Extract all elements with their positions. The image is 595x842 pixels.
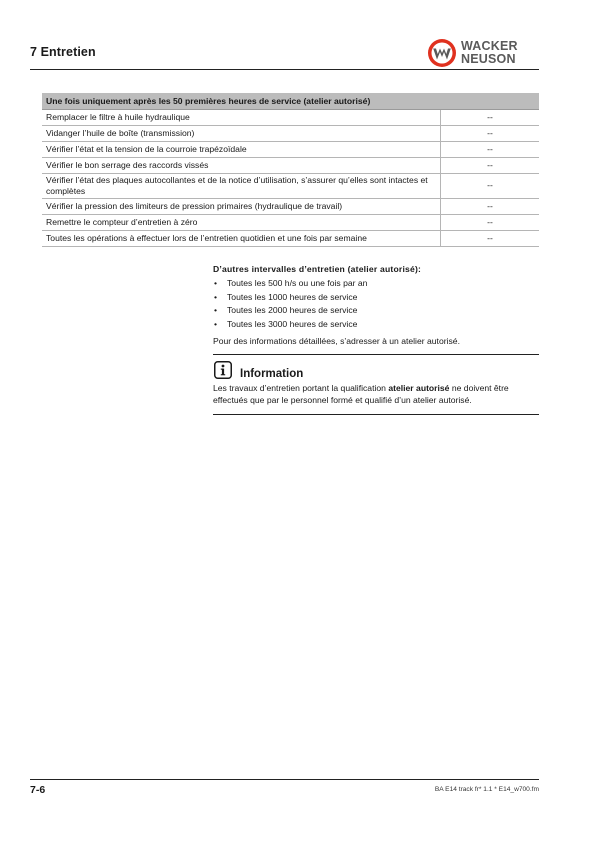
wacker-neuson-logo-icon	[427, 38, 457, 68]
value-cell: --	[441, 214, 540, 230]
footer-divider	[30, 779, 539, 780]
list-item	[213, 304, 539, 318]
maintenance-table	[42, 93, 539, 247]
info-text-part: Les travaux d’entretien portant la qualification	[213, 383, 389, 393]
task-cell: Vidanger l’huile de boîte (transmission)	[42, 126, 441, 142]
list-item-text: Toutes les 2000 heures de service	[227, 305, 358, 316]
value-cell: --	[441, 158, 540, 174]
page-number: 7-6	[30, 784, 46, 796]
task-cell: Vérifier l’état des plaques autocollantes et de la notice d’utilisation, s’assurer qu’elles sont intactes et complètes	[42, 174, 441, 199]
value-cell: --	[441, 174, 540, 199]
info-divider-bottom	[213, 414, 539, 415]
intervals-note: Pour des informations détaillées, s’adresser à un atelier autorisé.	[213, 335, 460, 346]
task-cell: Toutes les opérations à effectuer lors de l’entretien quotidien et une fois par semaine	[42, 230, 441, 246]
value-cell: --	[441, 198, 540, 214]
table-row	[42, 110, 539, 126]
task-cell: Remettre le compteur d’entretien à zéro	[42, 214, 441, 230]
table-row	[42, 158, 539, 174]
table-row	[42, 230, 539, 246]
info-icon	[214, 361, 232, 379]
chapter-title: 7 Entretien	[30, 45, 96, 59]
info-text	[213, 382, 541, 406]
bullet-icon: •	[214, 291, 218, 302]
table-row	[42, 142, 539, 158]
info-text-emphasis: atelier autorisé	[388, 383, 450, 393]
task-cell: Vérifier l’état et la tension de la courroie trapézoïdale	[42, 142, 441, 158]
bullet-icon: •	[214, 278, 218, 288]
table-row	[42, 198, 539, 214]
task-cell: Vérifier la pression des limiteurs de pression primaires (hydraulique de travail)	[42, 198, 441, 214]
list-item	[213, 277, 539, 291]
brand-name-line2: NEUSON	[461, 52, 516, 66]
brand-logo	[427, 38, 541, 68]
value-cell: --	[441, 230, 540, 246]
task-cell: Vérifier le bon serrage des raccords vissés	[42, 158, 441, 174]
table-row	[42, 174, 539, 199]
list-item	[213, 318, 539, 332]
value-cell: --	[441, 142, 540, 158]
header-divider	[30, 69, 539, 70]
table-header-row	[42, 93, 539, 110]
info-divider-top	[213, 354, 539, 355]
info-title: Information	[240, 368, 304, 380]
table-row	[42, 214, 539, 230]
bullet-icon: •	[214, 319, 218, 330]
bullet-icon: •	[214, 305, 218, 316]
list-item	[213, 291, 539, 305]
info-text-part: ne doivent être effectués que par le personnel formé et qualifié d’un atelier autorisé.	[213, 383, 509, 405]
list-item-text: Toutes les 1000 heures de service	[227, 291, 358, 302]
brand-name-line1: WACKER	[461, 39, 518, 53]
intervals-title: D’autres intervalles d’entretien (atelier autorisé):	[213, 264, 422, 274]
document-reference: BA E14 track fr* 1.1 * E14_w700.fm	[434, 786, 539, 793]
value-cell: --	[441, 126, 540, 142]
table-header: Une fois uniquement après les 50 premières heures de service (atelier autorisé)	[42, 93, 539, 110]
list-item-text: Toutes les 500 h/s ou une fois par an	[227, 278, 368, 288]
task-cell: Remplacer le filtre à huile hydraulique	[42, 110, 441, 126]
intervals-list	[213, 277, 539, 332]
maintenance-intervals-section	[213, 263, 539, 347]
value-cell: --	[441, 110, 540, 126]
table-row	[42, 126, 539, 142]
list-item-text: Toutes les 3000 heures de service	[227, 319, 358, 330]
